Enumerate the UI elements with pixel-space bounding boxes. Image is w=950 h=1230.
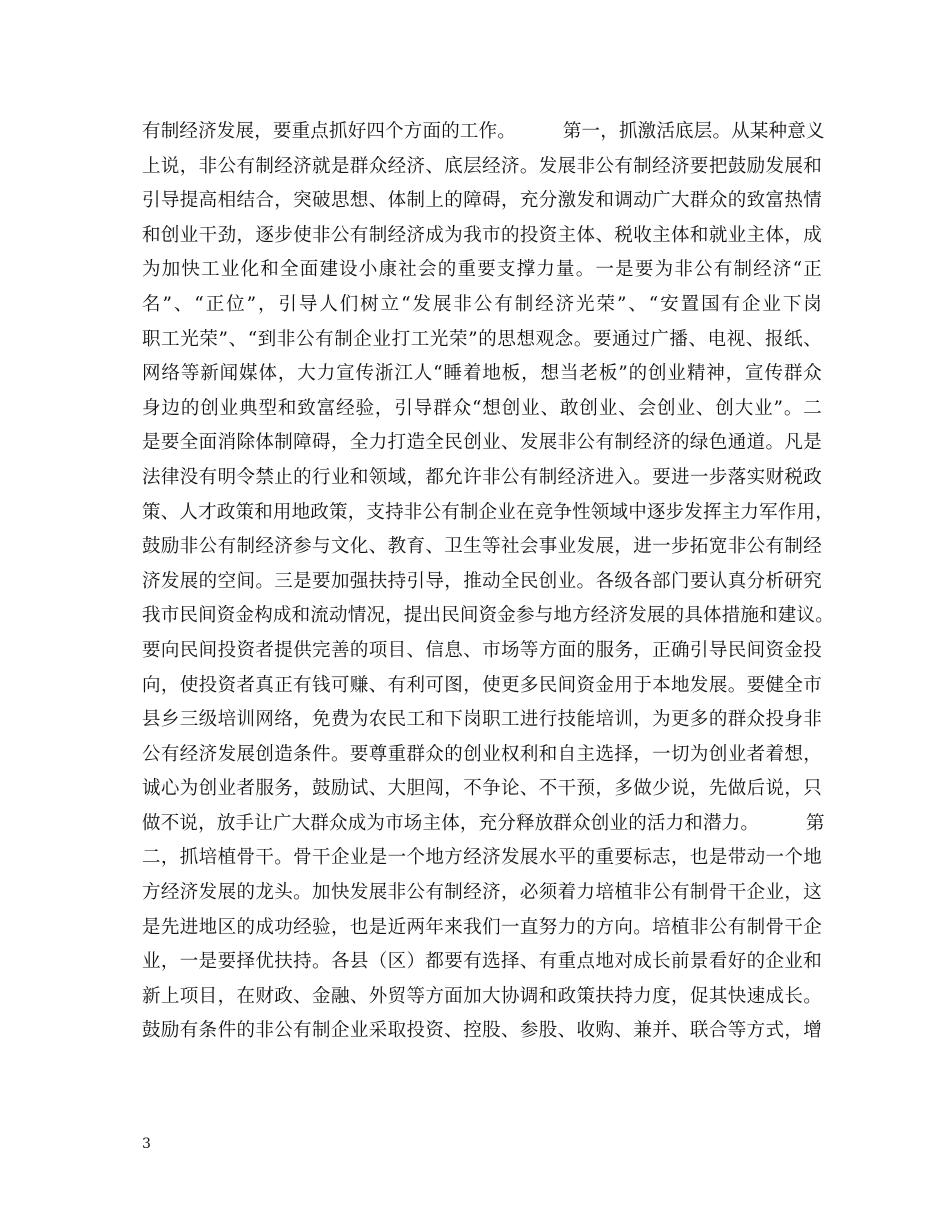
text-line: 诚心为创业者服务，鼓励试、大胆闯，不争论、不干预，多做少说，先做后说，只 <box>142 778 822 800</box>
text-line: 是要全面消除体制障碍，全力打造全民创业、发展非公有制经济的绿色通道。凡是 <box>142 432 822 454</box>
text-line: 要向民间投资者提供完善的项目、信息、市场等方面的服务，正确引导民间资金投 <box>142 639 822 661</box>
text-line: 职工光荣”、“到非公有制企业打工光荣”的思想观念。要通过广播、电视、报纸、 <box>142 328 822 350</box>
text-line: 为加快工业化和全面建设小康社会的重要支撑力量。一是要为非公有制经济“正 <box>142 259 822 281</box>
text-line: 做不说，放手让广大群众成为市场主体，充分释放群众创业的活力和潜力。 第 <box>142 812 825 834</box>
text-line: 身边的创业典型和致富经验，引导群众“想创业、敢创业、会创业、创大业”。二 <box>142 397 822 419</box>
text-line: 向，使投资者真正有钱可赚、有利可图，使更多民间资金用于本地发展。要健全市 <box>142 674 822 696</box>
text-line: 法律没有明令禁止的行业和领域，都允许非公有制经济进入。要进一步落实财税政 <box>142 466 822 488</box>
text-line: 是先进地区的成功经验，也是近两年来我们一直努力的方向。培植非公有制骨干企 <box>142 916 822 938</box>
text-line: 业，一是要择优扶持。各县（区）都要有选择、有重点地对成长前景看好的企业和 <box>142 951 822 973</box>
text-line: 公有经济发展创造条件。要尊重群众的创业权利和自主选择，一切为创业者着想， <box>142 743 822 765</box>
text-line: 和创业干劲，逐步使非公有制经济成为我市的投资主体、税收主体和就业主体，成 <box>142 224 822 246</box>
text-line: 方经济发展的龙头。加快发展非公有制经济，必须着力培植非公有制骨干企业，这 <box>142 882 822 904</box>
text-line: 网络等新闻媒体，大力宣传浙江人“睡着地板，想当老板”的创业精神，宣传群众 <box>142 363 822 385</box>
text-line: 上说，非公有制经济就是群众经济、底层经济。发展非公有制经济要把鼓励发展和 <box>142 155 822 177</box>
text-line: 引导提高相结合，突破思想、体制上的障碍，充分激发和调动广大群众的致富热情 <box>142 190 822 212</box>
text-line: 鼓励有条件的非公有制企业采取投资、控股、参股、收购、兼并、联合等方式，增 <box>142 1020 822 1042</box>
text-line: 新上项目，在财政、金融、外贸等方面加大协调和政策扶持力度，促其快速成长。 <box>142 985 822 1007</box>
text-line: 县乡三级培训网络，免费为农民工和下岗职工进行技能培训，为更多的群众投身非 <box>142 709 822 731</box>
page-number: 3 <box>142 1136 151 1152</box>
text-line: 有制经济发展，要重点抓好四个方面的工作。 第一，抓激活底层。从某种意义 <box>142 121 825 142</box>
text-line: 二，抓培植骨干。骨干企业是一个地方经济发展水平的重要标志，也是带动一个地 <box>142 847 822 869</box>
text-line: 名”、“正位”，引导人们树立“发展非公有制经济光荣”、“安置国有企业下岗 <box>142 293 822 315</box>
text-line: 济发展的空间。三是要加强扶持引导，推动全民创业。各级各部门要认真分析研究 <box>142 570 822 592</box>
body-text <box>142 115 834 1049</box>
text-line: 鼓励非公有制经济参与文化、教育、卫生等社会事业发展，进一步拓宽非公有制经 <box>142 536 822 558</box>
text-line: 策、人才政策和用地政策，支持非公有制企业在竞争性领域中逐步发挥主力军作用， <box>142 501 834 523</box>
text-line: 我市民间资金构成和流动情况，提出民间资金参与地方经济发展的具体措施和建议。 <box>142 605 834 627</box>
